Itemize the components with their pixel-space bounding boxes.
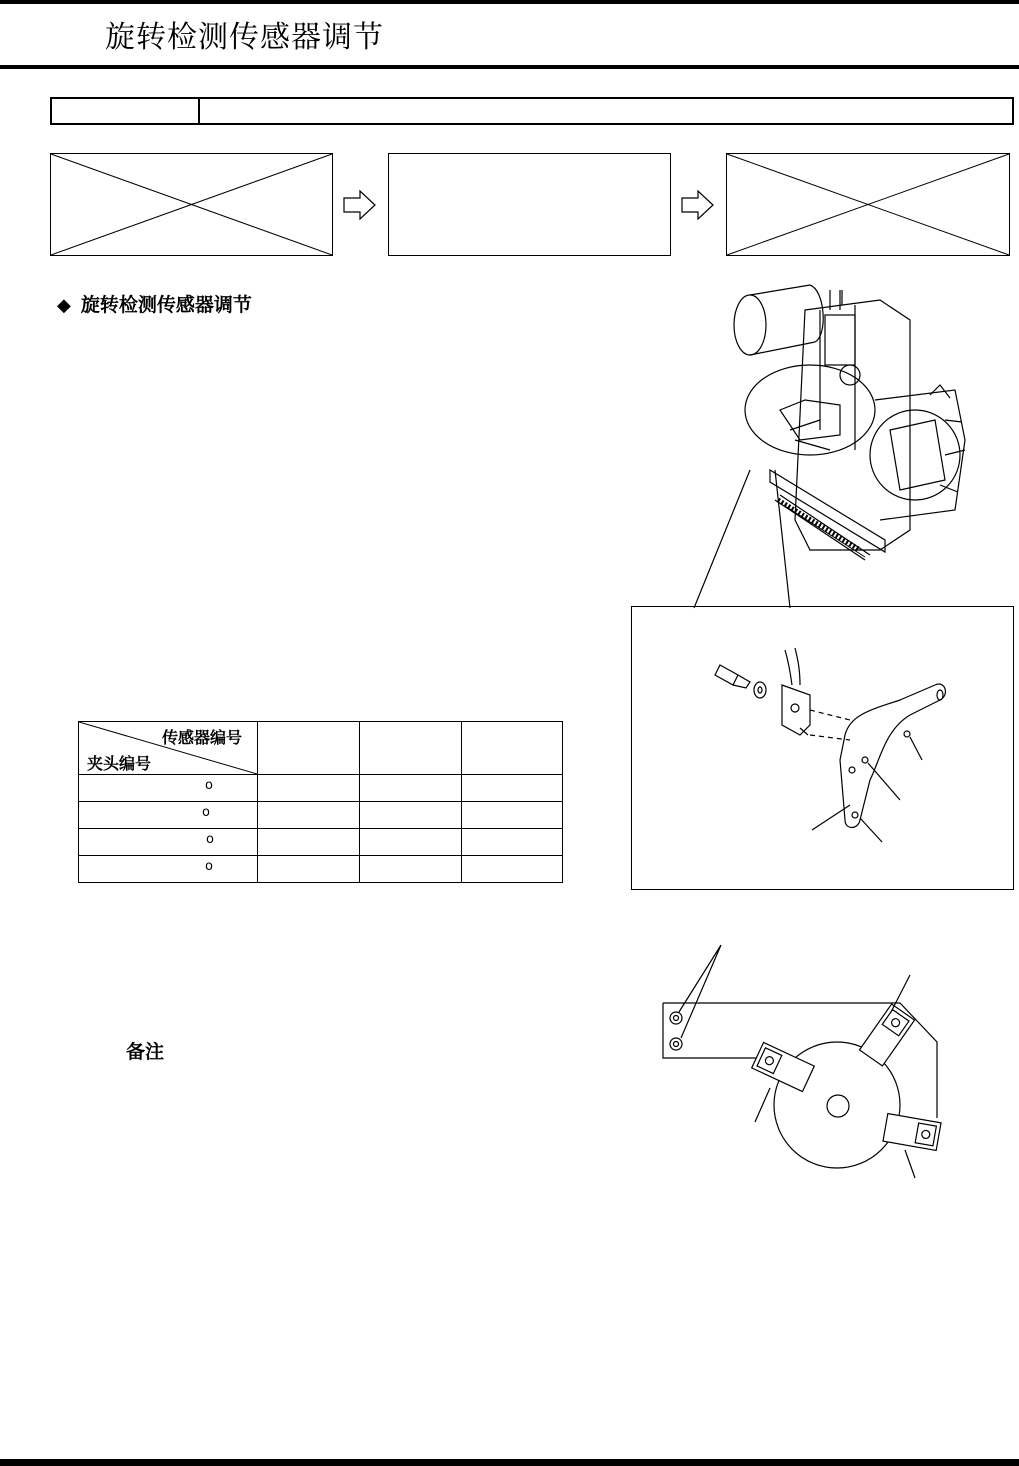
info-bar-divider [198,99,200,123]
table-cell [258,856,360,883]
bottom-rule [0,1459,1019,1466]
sensor-arrangement-diagram [655,940,955,1180]
row-mark: o [202,805,210,820]
flow-box-2 [388,153,671,256]
section-heading: ◆ 旋转检测传感器调节 [57,294,252,316]
callout-lines [690,470,810,610]
table-cell [462,829,563,856]
table-row-label [79,775,258,802]
flow-box-3 [726,153,1010,256]
right-arrow-icon [343,190,377,220]
table-cell [360,829,462,856]
diamond-icon: ◆ [57,295,71,316]
sensor-table [78,721,563,883]
crossed-placeholder [727,154,1009,255]
table-row-label [79,856,258,883]
title-underline [0,65,1019,69]
note-label: 备注 [126,1041,165,1063]
table-row [79,775,563,802]
table-row-label [79,829,258,856]
table-cell [462,775,563,802]
header-chuck-number: 夹头编号 [87,754,152,773]
table-row [79,802,563,829]
table-cell [462,722,563,775]
header-sensor-number: 传感器编号 [161,728,242,747]
table-cell [360,802,462,829]
top-rule [0,0,1019,4]
flow-box-1 [50,153,333,256]
table-cell [360,856,462,883]
row-mark: o [205,859,213,874]
page-title: 旋转检测传感器调节 [105,20,384,55]
table-cell [360,722,462,775]
crossed-placeholder [51,154,332,255]
table-row [79,829,563,856]
info-bar [50,97,1014,125]
table-cell [360,775,462,802]
diagonal-header-cell [79,722,258,775]
sensor-bracket-drawing [700,640,960,860]
table-cell [258,829,360,856]
row-mark: o [206,832,214,847]
table-cell [258,802,360,829]
table-header-row [79,722,563,775]
table-cell [258,722,360,775]
table-row [79,856,563,883]
table-cell [462,856,563,883]
table-cell [258,775,360,802]
row-mark: o [205,778,213,793]
table-row-label [79,802,258,829]
right-arrow-icon [681,190,715,220]
table-cell [462,802,563,829]
